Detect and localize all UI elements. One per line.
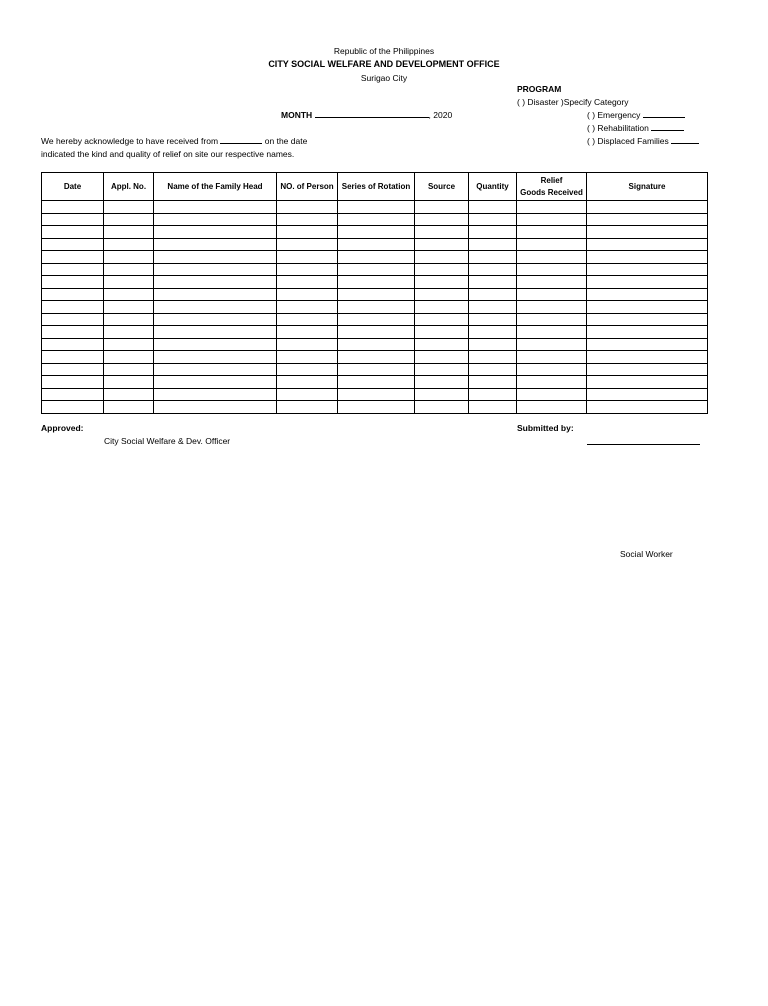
submitted-signature-line <box>587 435 700 445</box>
table-cell[interactable] <box>277 288 338 301</box>
table-row <box>42 351 708 364</box>
table-cell[interactable] <box>469 301 517 314</box>
table-cell[interactable] <box>154 388 277 401</box>
table-cell[interactable] <box>42 401 104 414</box>
table-cell[interactable] <box>42 301 104 314</box>
table-cell[interactable] <box>338 388 415 401</box>
table-cell[interactable] <box>517 226 587 239</box>
month-year: , 2020 <box>428 110 453 120</box>
table-cell[interactable] <box>104 238 154 251</box>
ack-blank-line <box>220 143 262 144</box>
table-cell[interactable] <box>338 238 415 251</box>
table-cell[interactable] <box>104 288 154 301</box>
table-cell[interactable] <box>42 363 104 376</box>
table-cell[interactable] <box>154 288 277 301</box>
table-cell[interactable] <box>415 288 469 301</box>
table-cell[interactable] <box>587 338 708 351</box>
city-name: Surigao City <box>360 73 408 83</box>
table-cell[interactable] <box>42 376 104 389</box>
table-cell[interactable] <box>517 276 587 289</box>
table-cell[interactable] <box>469 388 517 401</box>
table-cell[interactable] <box>104 313 154 326</box>
office-title: CITY SOCIAL WELFARE AND DEVELOPMENT OFFICE <box>268 59 500 69</box>
table-cell[interactable] <box>104 363 154 376</box>
table-header-row <box>42 173 708 201</box>
table-cell[interactable] <box>469 201 517 214</box>
table-cell[interactable] <box>415 376 469 389</box>
table-cell[interactable] <box>517 351 587 364</box>
table-cell[interactable] <box>517 338 587 351</box>
table-cell[interactable] <box>104 401 154 414</box>
table-cell[interactable] <box>42 288 104 301</box>
table-cell[interactable] <box>277 388 338 401</box>
table-cell[interactable] <box>277 351 338 364</box>
table-cell[interactable] <box>415 276 469 289</box>
table-cell[interactable] <box>42 201 104 214</box>
table-cell[interactable] <box>154 401 277 414</box>
program-displaced <box>587 136 699 146</box>
table-cell[interactable] <box>104 251 154 264</box>
table-row <box>42 288 708 301</box>
table-cell[interactable] <box>469 276 517 289</box>
col-quantity: Quantity <box>469 173 517 201</box>
table-body <box>42 201 708 414</box>
table-cell[interactable] <box>469 313 517 326</box>
table-cell[interactable] <box>277 213 338 226</box>
table-cell[interactable] <box>587 326 708 339</box>
table-row <box>42 201 708 214</box>
table-cell[interactable] <box>154 251 277 264</box>
table-cell[interactable] <box>338 351 415 364</box>
table-cell[interactable] <box>277 401 338 414</box>
table-cell[interactable] <box>42 276 104 289</box>
table-cell[interactable] <box>338 401 415 414</box>
table-cell[interactable] <box>415 363 469 376</box>
table-cell[interactable] <box>277 376 338 389</box>
table-row <box>42 226 708 239</box>
table-cell[interactable] <box>338 313 415 326</box>
table-cell[interactable] <box>277 338 338 351</box>
table-cell[interactable] <box>277 301 338 314</box>
program-disaster: ( ) Disaster )Specify Category <box>517 97 629 107</box>
program-emergency <box>587 110 685 120</box>
table-cell[interactable] <box>42 251 104 264</box>
table-cell[interactable] <box>104 201 154 214</box>
col-family-head: Name of the Family Head <box>154 173 277 201</box>
table-cell[interactable] <box>338 213 415 226</box>
ack-text-b: on the date <box>264 136 308 146</box>
table-cell[interactable] <box>587 376 708 389</box>
col-date: Date <box>42 173 104 201</box>
table-cell[interactable] <box>517 263 587 276</box>
col-appl-no: Appl. No. <box>104 173 154 201</box>
table-cell[interactable] <box>104 376 154 389</box>
table-cell[interactable] <box>415 201 469 214</box>
table-cell[interactable] <box>338 363 415 376</box>
table-cell[interactable] <box>104 326 154 339</box>
table-row <box>42 251 708 264</box>
table-row <box>42 238 708 251</box>
table-cell[interactable] <box>154 351 277 364</box>
table-cell[interactable] <box>42 263 104 276</box>
table-cell[interactable] <box>587 313 708 326</box>
program-title: PROGRAM <box>517 84 562 94</box>
table-cell[interactable] <box>469 288 517 301</box>
table-cell[interactable] <box>415 226 469 239</box>
table-cell[interactable] <box>517 251 587 264</box>
table-cell[interactable] <box>587 388 708 401</box>
table-row <box>42 326 708 339</box>
table-cell[interactable] <box>587 351 708 364</box>
table-cell[interactable] <box>415 238 469 251</box>
approved-label: Approved: <box>41 423 84 433</box>
table-cell[interactable] <box>104 338 154 351</box>
table-cell[interactable] <box>469 238 517 251</box>
table-cell[interactable] <box>154 338 277 351</box>
program-emergency-label: ( ) Emergency <box>587 110 641 120</box>
table-cell[interactable] <box>277 226 338 239</box>
table-cell[interactable] <box>587 401 708 414</box>
table-cell[interactable] <box>517 238 587 251</box>
ack-text-a: We hereby acknowledge to have received from <box>41 136 219 146</box>
table-cell[interactable] <box>338 338 415 351</box>
officer-title: City Social Welfare & Dev. Officer <box>104 436 231 446</box>
table-cell[interactable] <box>277 263 338 276</box>
col-series-rotation: Series of Rotation <box>338 173 415 201</box>
table-cell[interactable] <box>587 276 708 289</box>
emergency-blank-line <box>643 117 685 118</box>
table-cell[interactable] <box>517 313 587 326</box>
table-cell[interactable] <box>517 363 587 376</box>
table-cell[interactable] <box>415 301 469 314</box>
table-cell[interactable] <box>469 338 517 351</box>
table-cell[interactable] <box>338 301 415 314</box>
table-cell[interactable] <box>42 226 104 239</box>
col-relief-line-1: Relief <box>540 175 563 185</box>
table-cell[interactable] <box>517 288 587 301</box>
table-cell[interactable] <box>104 388 154 401</box>
table-cell[interactable] <box>587 263 708 276</box>
table-cell[interactable] <box>154 363 277 376</box>
table-cell[interactable] <box>415 263 469 276</box>
table-row <box>42 363 708 376</box>
table-cell[interactable] <box>154 238 277 251</box>
table-cell[interactable] <box>338 226 415 239</box>
table-cell[interactable] <box>154 276 277 289</box>
table-cell[interactable] <box>277 238 338 251</box>
table-cell[interactable] <box>42 213 104 226</box>
program-displaced-label: ( ) Displaced Families <box>587 136 669 146</box>
col-signature: Signature <box>587 173 708 201</box>
table-cell[interactable] <box>277 313 338 326</box>
table-cell[interactable] <box>338 376 415 389</box>
table-cell[interactable] <box>469 251 517 264</box>
table-cell[interactable] <box>154 226 277 239</box>
table-cell[interactable] <box>42 338 104 351</box>
submitted-by-label: Submitted by: <box>517 423 574 433</box>
table-cell[interactable] <box>469 401 517 414</box>
table-cell[interactable] <box>104 351 154 364</box>
table-cell[interactable] <box>338 201 415 214</box>
table-cell[interactable] <box>154 201 277 214</box>
table-cell[interactable] <box>517 326 587 339</box>
table-row <box>42 313 708 326</box>
relief-table <box>41 172 708 414</box>
table-cell[interactable] <box>517 301 587 314</box>
table-cell[interactable] <box>415 326 469 339</box>
table-row <box>42 263 708 276</box>
table-cell[interactable] <box>469 263 517 276</box>
table-cell[interactable] <box>154 313 277 326</box>
acknowledgement-line-1 <box>41 136 307 146</box>
table-cell[interactable] <box>154 326 277 339</box>
table-cell[interactable] <box>469 376 517 389</box>
table-cell[interactable] <box>415 338 469 351</box>
table-cell[interactable] <box>415 388 469 401</box>
table-cell[interactable] <box>338 276 415 289</box>
table-cell[interactable] <box>415 213 469 226</box>
month-label: MONTH <box>281 110 313 120</box>
table-cell[interactable] <box>42 351 104 364</box>
table-row <box>42 401 708 414</box>
table-cell[interactable] <box>277 326 338 339</box>
table-cell[interactable] <box>104 301 154 314</box>
program-rehabilitation-label: ( ) Rehabilitation <box>587 123 649 133</box>
table-cell[interactable] <box>42 388 104 401</box>
table-cell[interactable] <box>587 301 708 314</box>
table-cell[interactable] <box>415 351 469 364</box>
table-cell[interactable] <box>587 213 708 226</box>
table-cell[interactable] <box>104 263 154 276</box>
acknowledgement-line-2: indicated the kind and quality of relief on site our respective names. <box>41 149 295 159</box>
table-row <box>42 301 708 314</box>
table-cell[interactable] <box>517 213 587 226</box>
table-cell[interactable] <box>587 226 708 239</box>
table-row <box>42 388 708 401</box>
col-relief-goods <box>517 173 587 201</box>
table-cell[interactable] <box>42 326 104 339</box>
table-cell[interactable] <box>104 213 154 226</box>
table-cell[interactable] <box>415 251 469 264</box>
table-cell[interactable] <box>338 288 415 301</box>
table-row <box>42 376 708 389</box>
displaced-blank-line <box>671 143 699 144</box>
table-cell[interactable] <box>517 401 587 414</box>
table-cell[interactable] <box>154 263 277 276</box>
table-cell[interactable] <box>517 388 587 401</box>
col-relief-line-2: Goods Received <box>520 187 583 197</box>
table-cell[interactable] <box>338 263 415 276</box>
col-source: Source <box>415 173 469 201</box>
table-row <box>42 276 708 289</box>
table-cell[interactable] <box>154 213 277 226</box>
table-cell[interactable] <box>517 376 587 389</box>
republic-header: Republic of the Philippines <box>333 46 435 56</box>
table-cell[interactable] <box>277 276 338 289</box>
table-cell[interactable] <box>517 201 587 214</box>
table-cell[interactable] <box>277 251 338 264</box>
table-cell[interactable] <box>469 363 517 376</box>
table-cell[interactable] <box>415 313 469 326</box>
col-no-of-person: NO. of Person <box>277 173 338 201</box>
table-cell[interactable] <box>277 201 338 214</box>
table-cell[interactable] <box>338 251 415 264</box>
table-cell[interactable] <box>42 238 104 251</box>
table-cell[interactable] <box>587 201 708 214</box>
table-cell[interactable] <box>469 351 517 364</box>
table-cell[interactable] <box>154 301 277 314</box>
table-cell[interactable] <box>415 401 469 414</box>
month-blank-line <box>315 117 429 118</box>
table-cell[interactable] <box>587 288 708 301</box>
table-cell[interactable] <box>469 226 517 239</box>
month-field <box>281 110 452 120</box>
rehabilitation-blank-line <box>651 130 684 131</box>
table-row <box>42 213 708 226</box>
table-cell[interactable] <box>42 313 104 326</box>
table-row <box>42 338 708 351</box>
table-cell[interactable] <box>587 363 708 376</box>
table-cell[interactable] <box>469 213 517 226</box>
table-cell[interactable] <box>104 226 154 239</box>
table-cell[interactable] <box>154 376 277 389</box>
table-cell[interactable] <box>277 363 338 376</box>
table-cell[interactable] <box>104 276 154 289</box>
table-cell[interactable] <box>587 238 708 251</box>
table-cell[interactable] <box>338 326 415 339</box>
social-worker-label: Social Worker <box>620 549 673 559</box>
program-rehabilitation <box>587 123 684 133</box>
table-cell[interactable] <box>469 326 517 339</box>
table-cell[interactable] <box>587 251 708 264</box>
